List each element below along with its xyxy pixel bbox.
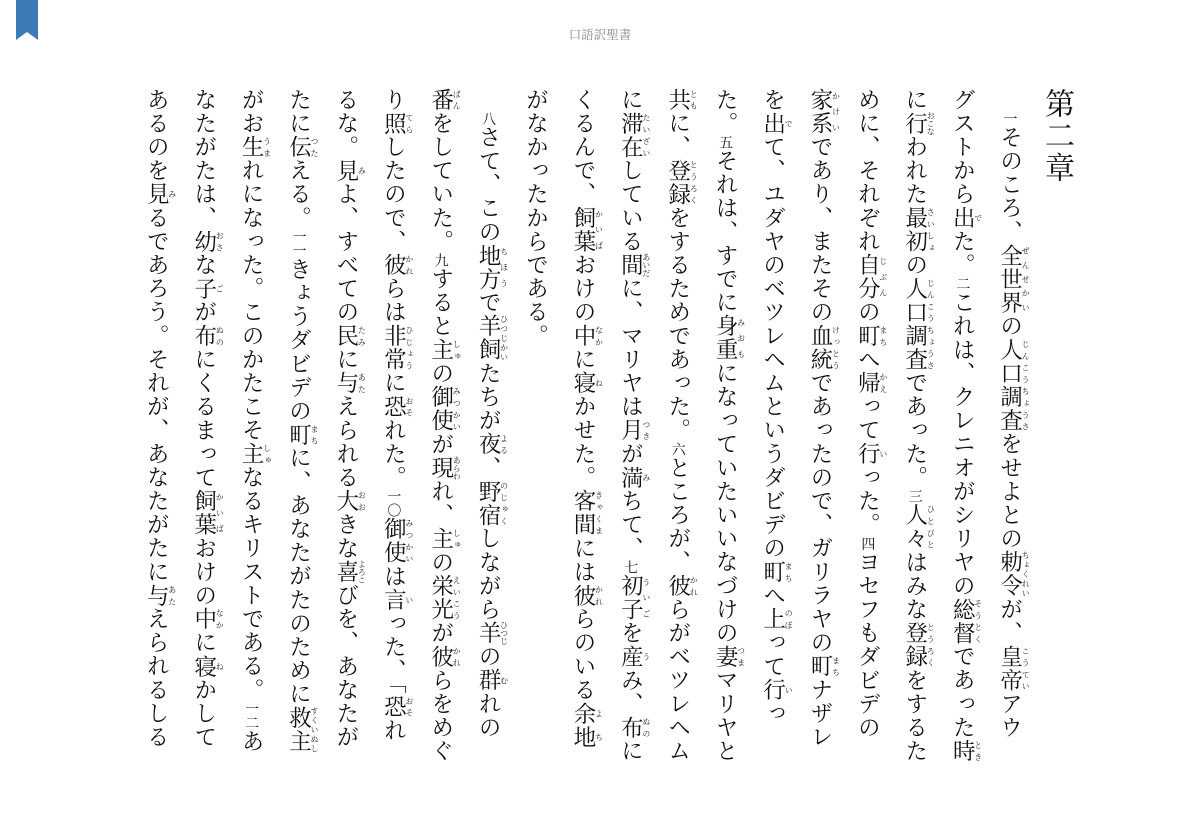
furigana: とも	[689, 88, 699, 112]
text-segment: ちて、	[617, 489, 644, 561]
verse-number: 一	[1001, 111, 1018, 126]
ruby-word: 布ぬの	[617, 715, 651, 740]
text-segment: かして	[190, 678, 217, 749]
verse-number: 一〇	[385, 489, 402, 518]
ruby-word: 羊飼ひつじかい	[475, 314, 509, 362]
ruby-word: 彼かれ	[664, 574, 699, 598]
ruby-word: 自分じぶん	[854, 253, 888, 301]
furigana: ういご	[641, 574, 651, 622]
ruby-word: 地方ちほう	[475, 243, 509, 291]
text-segment: た。	[949, 229, 976, 277]
text-line	[227, 88, 274, 754]
text-segment: になっていたいいなづけの	[712, 361, 739, 645]
ruby-word: 民たみ	[332, 324, 367, 348]
text-segment: た。	[712, 88, 739, 136]
furigana: かれ	[404, 253, 414, 277]
ruby-word: 余地よち	[569, 701, 604, 749]
furigana: よち	[594, 701, 604, 749]
ruby-word: 主しゅ	[238, 442, 272, 466]
text-segment: に	[901, 88, 928, 112]
text-line	[179, 88, 226, 749]
ruby-word: 与あた	[143, 583, 177, 608]
text-segment: よ、すべての	[332, 182, 359, 325]
text-segment: れた。	[380, 418, 407, 490]
ruby-word: 滞在たいざい	[617, 111, 651, 159]
furigana: で	[973, 206, 983, 230]
text-segment: が	[617, 442, 644, 466]
ruby-word: 主しゅ	[427, 526, 462, 551]
text-segment: きょうダビデの	[285, 257, 312, 423]
text-segment: って	[759, 630, 786, 679]
furigana: かいば	[215, 489, 225, 537]
text-segment: は	[380, 564, 407, 589]
verse-number: 三	[906, 489, 923, 504]
text-segment: るであろう。それが、あなたがたに	[143, 206, 170, 584]
text-segment: びを、あなたが	[332, 583, 359, 749]
furigana: み	[167, 182, 177, 206]
text-segment: している	[617, 158, 644, 254]
text-segment: がなかったからである。	[522, 88, 549, 348]
verse-number: 九	[432, 253, 449, 268]
verse-number: 一一	[290, 229, 307, 258]
text-segment: に	[190, 630, 217, 655]
ruby-word: 身重みおも	[712, 314, 746, 362]
furigana: で	[784, 111, 794, 136]
text-line	[132, 88, 179, 749]
text-segment: を	[759, 88, 786, 112]
text-segment: み、	[617, 668, 644, 716]
verse-number: 七	[622, 560, 639, 575]
text-segment	[475, 88, 501, 112]
text-segment: ところが、	[664, 456, 691, 575]
ruby-word: 与あた	[332, 371, 367, 395]
furigana: ばん	[452, 88, 462, 112]
text-segment: て、ユダヤのベツレヘムというダビデの	[759, 135, 786, 561]
furigana: ぜんせかい	[1021, 243, 1031, 315]
text-segment: が、	[996, 597, 1023, 645]
text-line	[464, 88, 511, 738]
verse-number: 六	[669, 442, 686, 457]
text-segment: り	[380, 88, 407, 112]
text-line	[748, 88, 795, 738]
ruby-word: 帰かえ	[854, 371, 888, 395]
ruby-word: 町まち	[854, 324, 888, 348]
furigana: とうろく	[689, 158, 699, 206]
text-segment: った。	[854, 465, 881, 537]
ruby-word: 妻つま	[712, 644, 746, 669]
ruby-word: 言い	[380, 588, 414, 612]
vertical-text-body	[140, 88, 1080, 763]
furigana: てら	[404, 111, 414, 136]
ruby-word: 伝つた	[285, 135, 319, 159]
ruby-word: 勅令ちょくれい	[996, 550, 1031, 598]
text-segment: えられる	[332, 394, 359, 490]
ruby-word: 行おこな	[901, 111, 936, 136]
text-segment: の	[427, 361, 454, 386]
ruby-word: 行い	[854, 442, 888, 466]
text-segment: にくるまって	[190, 347, 217, 490]
ruby-word: 飼葉かいば	[190, 489, 225, 537]
furigana: まち	[831, 654, 841, 679]
ruby-word: 布ぬの	[190, 324, 225, 348]
text-segment: の	[854, 300, 881, 325]
furigana: みつかい	[404, 517, 414, 565]
text-segment: の	[427, 550, 454, 575]
text-line	[701, 88, 748, 763]
text-segment: に	[332, 347, 359, 372]
text-segment: らのいる	[569, 607, 596, 702]
ruby-word: 出で	[949, 206, 983, 230]
text-segment: くるんで、	[569, 88, 596, 206]
verse-number: 一二	[243, 701, 260, 730]
ruby-word: 夜よる	[475, 432, 509, 457]
furigana: あいだ	[641, 253, 651, 278]
text-segment: あ	[238, 729, 265, 754]
furigana: ちょくれい	[1021, 550, 1031, 598]
furigana: おお	[357, 489, 367, 513]
text-segment: おけの	[569, 253, 596, 325]
furigana: ひつじかい	[499, 314, 509, 362]
text-segment: グストから	[949, 88, 976, 206]
text-segment: の	[475, 644, 502, 669]
furigana: とうろく	[926, 621, 936, 669]
furigana: あらわ	[452, 455, 462, 480]
furigana: すくいぬし	[310, 706, 319, 754]
text-segment: 、	[475, 456, 502, 480]
furigana: まち	[784, 560, 794, 584]
furigana: む	[499, 668, 509, 693]
furigana: しゅ	[452, 526, 462, 551]
text-segment: へ	[854, 347, 881, 372]
text-segment: であったので、ガリラヤの	[806, 371, 833, 655]
furigana: じぶん	[878, 253, 888, 301]
furigana: じんこうちょうさ	[1021, 338, 1031, 433]
ruby-word: 飼葉かいば	[569, 206, 604, 254]
furigana: つき	[641, 418, 651, 443]
chapter-heading: 第二章	[1039, 88, 1074, 184]
ruby-word: 群む	[475, 668, 509, 693]
text-segment: したので、	[380, 135, 407, 254]
text-segment: を	[617, 621, 644, 645]
text-segment: かせた。	[569, 394, 596, 490]
ruby-word: 人口調査じんこうちょうさ	[901, 276, 936, 372]
text-segment: あるのを	[143, 88, 170, 183]
text-line	[843, 88, 890, 738]
text-segment: れ	[380, 718, 407, 743]
text-segment: っ	[759, 701, 786, 726]
ruby-word: 登録とうろく	[901, 621, 936, 669]
ruby-word: 間あいだ	[617, 253, 651, 278]
ruby-word: 寝ね	[190, 654, 225, 679]
ruby-word: 中なか	[190, 607, 225, 631]
furigana: けっとう	[831, 324, 841, 372]
furigana: うま	[262, 135, 272, 159]
text-line	[511, 88, 558, 738]
ruby-word: 喜よろこ	[332, 559, 367, 584]
furigana: えいこう	[452, 574, 462, 622]
furigana: う	[641, 644, 651, 669]
furigana: ぬの	[215, 324, 225, 348]
ruby-word: 登録とうろく	[664, 158, 699, 207]
ruby-word: 客間きゃくま	[569, 489, 604, 537]
book-title: 口語訳聖書	[568, 27, 632, 42]
furigana: ひじょう	[404, 324, 414, 372]
furigana: なか	[594, 324, 604, 348]
text-segment: すると	[427, 267, 454, 339]
ruby-word: 恐おそ	[380, 394, 414, 419]
text-segment: れになった。このかたこそ	[238, 158, 265, 443]
text-line	[416, 88, 463, 763]
furigana: よる	[499, 432, 509, 457]
ruby-word: 現あらわ	[427, 455, 462, 480]
text-segment: に	[380, 371, 407, 395]
text-segment: はみな	[901, 550, 928, 622]
text-segment: きな	[332, 512, 359, 561]
text-segment: に、	[664, 111, 691, 159]
ruby-word: 彼かれ	[427, 644, 462, 669]
verse-number: 二	[954, 276, 971, 291]
ruby-word: 中なか	[569, 324, 604, 348]
text-segment: をするためであった。	[664, 206, 691, 443]
ruby-word: 最初さいしょ	[901, 206, 936, 254]
ruby-word: 大おお	[332, 489, 367, 513]
furigana: おさ	[215, 229, 225, 254]
ruby-word: 非常ひじょう	[380, 324, 414, 372]
text-segment: アウ	[996, 692, 1023, 740]
furigana: じんこうちょうさ	[926, 276, 936, 372]
furigana: みおも	[736, 314, 746, 362]
text-segment: るな。	[332, 88, 359, 159]
ruby-word: 子ご	[190, 276, 225, 301]
text-segment: めに、それぞれ	[854, 88, 881, 254]
ruby-word: 町まち	[285, 422, 319, 447]
text-line	[274, 88, 321, 754]
ruby-word: 生うま	[238, 135, 272, 159]
text-segment: マリヤと	[712, 668, 739, 763]
verse-number: 四	[859, 536, 876, 551]
ruby-word: 町まち	[806, 654, 841, 679]
ruby-word: 彼かれ	[569, 583, 604, 608]
text-segment: これは、クレニオがシリヤの	[949, 290, 976, 598]
furigana: のじゅく	[499, 479, 509, 527]
text-segment: の	[996, 314, 1023, 339]
text-segment: そのころ、	[996, 125, 1023, 244]
ruby-word: 野宿のじゅく	[475, 479, 509, 527]
text-segment: であり、またその	[806, 135, 833, 325]
furigana: ね	[215, 654, 225, 679]
furigana: まち	[878, 324, 888, 348]
verse-number: 八	[480, 111, 497, 126]
furigana: しゅ	[452, 338, 462, 362]
text-segment: しながら	[475, 526, 502, 622]
verse-number: 五	[717, 135, 734, 150]
text-segment: であった。	[901, 371, 928, 490]
ruby-word: 恐おそ	[380, 694, 414, 719]
text-segment: に、マリヤは	[617, 276, 644, 419]
furigana: おこな	[926, 111, 936, 136]
furigana: みつかい	[452, 385, 462, 433]
text-segment: らをめぐ	[427, 668, 454, 763]
ruby-word: 行い	[759, 678, 794, 702]
text-segment: れ、	[427, 479, 454, 527]
ruby-word: 時とき	[949, 739, 983, 763]
text-segment: らがベツレヘム	[664, 597, 691, 763]
furigana: ひとびと	[926, 503, 936, 551]
furigana: しゅ	[262, 442, 272, 466]
text-segment: った、「	[380, 611, 407, 695]
text-segment: が	[427, 621, 454, 645]
text-line	[559, 88, 606, 749]
furigana: み	[357, 158, 367, 183]
text-segment: ナザレ	[806, 678, 833, 749]
text-segment: な	[190, 253, 217, 277]
text-segment: へ	[759, 583, 786, 608]
text-segment: が	[427, 432, 454, 457]
text-segment: に	[617, 88, 644, 112]
ruby-word: 主しゅ	[427, 338, 462, 362]
furigana: つた	[310, 135, 319, 159]
furigana: つま	[736, 644, 746, 669]
furigana: かけい	[831, 88, 841, 136]
text-segment: で	[475, 290, 502, 315]
ruby-word: 寝ね	[569, 371, 604, 395]
ruby-word: 共とも	[664, 88, 699, 112]
ruby-word: 満み	[617, 465, 651, 490]
text-line	[985, 88, 1032, 738]
ruby-word: 見み	[332, 158, 367, 183]
text-segment: をしていた。	[427, 111, 454, 254]
ruby-word: 町まち	[759, 560, 794, 584]
furigana: い	[878, 442, 888, 466]
furigana: おそ	[404, 694, 414, 719]
furigana: い	[404, 588, 414, 612]
furigana: とき	[973, 739, 983, 763]
ruby-word: 栄光えいこう	[427, 574, 462, 622]
text-segment: がお	[238, 88, 265, 136]
furigana: かいば	[594, 206, 604, 254]
text-line	[322, 88, 369, 749]
ruby-word: 総督そうとく	[949, 597, 983, 645]
reading-page[interactable]	[140, 88, 1080, 763]
text-segment: える。	[285, 158, 312, 230]
furigana: かれ	[452, 644, 462, 669]
text-segment: に	[569, 347, 596, 372]
ruby-word: 御使みつかい	[427, 385, 462, 433]
ruby-word: 上のぼ	[759, 607, 794, 631]
ruby-word: 人々ひとびと	[901, 503, 936, 551]
text-segment: えられるしる	[143, 607, 170, 749]
text-line	[369, 88, 416, 743]
furigana: たいざい	[641, 111, 651, 159]
ruby-word: 御使みつかい	[380, 517, 414, 565]
furigana: きゃくま	[594, 489, 604, 537]
ruby-word: 幼おさ	[190, 229, 225, 254]
text-line	[606, 88, 653, 763]
ruby-word: 皇帝こうてい	[996, 644, 1031, 693]
ruby-word: 人口調査じんこうちょうさ	[996, 338, 1031, 433]
text-segment: おけの	[190, 536, 217, 608]
furigana: よろこ	[357, 559, 367, 584]
ruby-word: 見み	[143, 182, 177, 207]
text-line	[653, 88, 700, 763]
furigana: そうとく	[973, 597, 983, 645]
furigana: ぬの	[641, 715, 651, 740]
ruby-word: 羊ひつじ	[475, 621, 509, 646]
text-segment: らは	[380, 276, 407, 325]
furigana: ね	[594, 371, 604, 395]
text-segment: たに	[285, 88, 312, 136]
text-segment: われた	[901, 135, 928, 207]
ruby-word: 家系かけい	[806, 88, 841, 136]
ruby-word: 救主すくいぬし	[285, 706, 319, 754]
furigana: あた	[167, 583, 177, 608]
text-line	[890, 88, 937, 763]
furigana: み	[641, 465, 651, 490]
furigana: ひつじ	[499, 621, 509, 646]
furigana: ご	[215, 276, 225, 301]
ruby-word: 初子ういご	[617, 574, 651, 622]
ruby-word: 全世界ぜんせかい	[996, 243, 1031, 315]
text-segment: をせよとの	[996, 432, 1023, 551]
text-segment: に、あなたがたのために	[285, 446, 312, 707]
text-segment: さて、この	[475, 125, 502, 244]
text-segment: をするた	[901, 668, 928, 763]
ruby-word: 産う	[617, 644, 651, 669]
ruby-word: 出で	[759, 111, 794, 136]
furigana: まち	[310, 422, 319, 447]
furigana: い	[784, 678, 794, 702]
text-line	[938, 88, 985, 763]
text-segment: であった	[949, 644, 976, 740]
text-segment: たちが	[475, 361, 502, 433]
ruby-word: 月つき	[617, 418, 651, 443]
text-segment: なたがたは、	[190, 88, 217, 230]
furigana: かれ	[594, 583, 604, 608]
ruby-word: 彼かれ	[380, 253, 414, 277]
text-segment: って	[854, 394, 881, 443]
text-line	[796, 88, 843, 749]
furigana: たみ	[357, 324, 367, 348]
furigana: かえ	[878, 371, 888, 395]
text-segment: には	[569, 536, 596, 584]
ruby-word: 照てら	[380, 111, 414, 136]
furigana: おそ	[404, 394, 414, 419]
text-segment: なるキリストである。	[238, 465, 265, 702]
furigana: さいしょ	[926, 206, 936, 254]
furigana: あた	[357, 371, 367, 395]
text-segment: ヨセフもダビデの	[854, 550, 881, 740]
furigana: こうてい	[1021, 644, 1031, 693]
text-segment: が	[190, 300, 217, 325]
furigana: のぼ	[784, 607, 794, 631]
ruby-word: 番ばん	[427, 88, 462, 112]
furigana: なか	[215, 607, 225, 631]
text-segment: れの	[475, 692, 502, 740]
text-segment	[997, 88, 1023, 112]
text-segment: の	[901, 253, 928, 277]
text-segment: それは、すでに	[712, 149, 739, 315]
furigana: ちほう	[499, 243, 509, 291]
text-segment: に	[617, 739, 644, 763]
ruby-word: 血統けっとう	[806, 324, 841, 372]
furigana: かれ	[689, 574, 699, 598]
